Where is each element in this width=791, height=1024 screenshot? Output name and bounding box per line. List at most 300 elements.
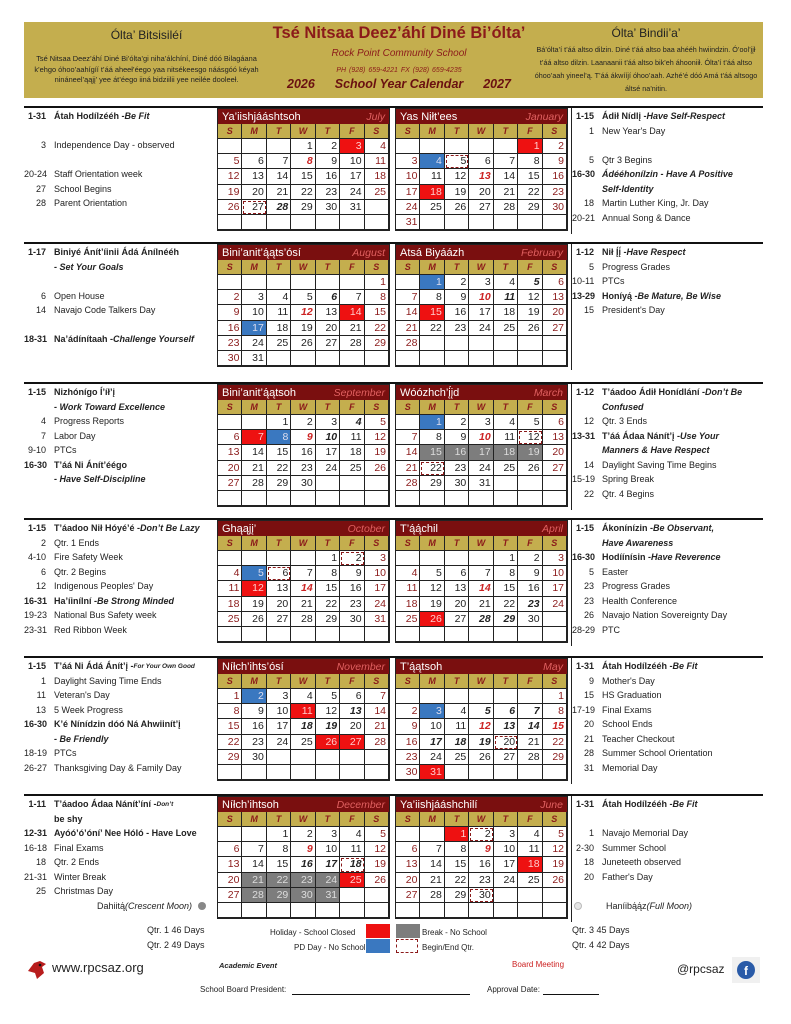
day-cell[interactable]: 18: [518, 857, 542, 872]
day-cell[interactable]: 9: [469, 842, 493, 857]
day-cell[interactable]: 2: [445, 275, 469, 290]
day-cell[interactable]: 1: [518, 139, 542, 154]
day-cell[interactable]: 19: [242, 597, 266, 612]
day-cell[interactable]: 18: [420, 185, 444, 200]
day-cell[interactable]: 13: [469, 169, 493, 184]
day-cell[interactable]: 18: [365, 169, 389, 184]
day-cell[interactable]: 14: [291, 581, 315, 596]
day-cell[interactable]: 28: [396, 476, 420, 491]
day-cell[interactable]: 15: [267, 857, 291, 872]
day-cell[interactable]: 20: [396, 873, 420, 888]
day-cell[interactable]: 25: [218, 612, 242, 627]
website-link[interactable]: www.rpcsaz.org: [52, 960, 144, 975]
day-cell[interactable]: 20: [218, 461, 242, 476]
day-cell[interactable]: 12: [445, 169, 469, 184]
day-cell[interactable]: 16: [518, 581, 542, 596]
day-cell[interactable]: 4: [494, 415, 518, 430]
day-cell[interactable]: 17: [267, 719, 291, 734]
day-cell[interactable]: 22: [543, 735, 567, 750]
day-cell[interactable]: 12: [518, 430, 542, 445]
day-cell[interactable]: 12: [543, 842, 567, 857]
day-cell[interactable]: 21: [396, 461, 420, 476]
day-cell[interactable]: 9: [340, 566, 364, 581]
day-cell[interactable]: 9: [242, 704, 266, 719]
day-cell[interactable]: 15: [420, 305, 444, 320]
approval-date-line[interactable]: [543, 994, 599, 995]
day-cell[interactable]: 31: [316, 888, 340, 903]
day-cell[interactable]: 16: [445, 445, 469, 460]
day-cell[interactable]: 22: [445, 873, 469, 888]
day-cell[interactable]: 24: [242, 336, 266, 351]
day-cell[interactable]: 8: [365, 290, 389, 305]
day-cell[interactable]: 19: [218, 185, 242, 200]
day-cell[interactable]: 4: [365, 139, 389, 154]
day-cell[interactable]: 2: [316, 139, 340, 154]
day-cell[interactable]: 14: [469, 581, 493, 596]
day-cell[interactable]: 11: [365, 154, 389, 169]
day-cell[interactable]: 3: [316, 415, 340, 430]
day-cell[interactable]: 21: [365, 719, 389, 734]
day-cell[interactable]: 4: [494, 275, 518, 290]
day-cell[interactable]: 26: [291, 336, 315, 351]
day-cell[interactable]: 25: [518, 873, 542, 888]
day-cell[interactable]: 29: [420, 476, 444, 491]
day-cell[interactable]: 14: [420, 857, 444, 872]
day-cell[interactable]: 2: [543, 139, 567, 154]
day-cell[interactable]: 7: [494, 154, 518, 169]
day-cell[interactable]: 2: [218, 290, 242, 305]
day-cell[interactable]: 23: [469, 873, 493, 888]
day-cell[interactable]: 18: [396, 597, 420, 612]
day-cell[interactable]: 16: [291, 445, 315, 460]
day-cell[interactable]: 4: [267, 290, 291, 305]
day-cell[interactable]: 5: [316, 689, 340, 704]
day-cell[interactable]: 2: [242, 689, 266, 704]
day-cell[interactable]: 12: [420, 581, 444, 596]
day-cell[interactable]: 12: [291, 305, 315, 320]
day-cell[interactable]: 25: [445, 750, 469, 765]
day-cell[interactable]: 26: [469, 750, 493, 765]
day-cell[interactable]: 4: [396, 566, 420, 581]
day-cell[interactable]: 5: [291, 290, 315, 305]
day-cell[interactable]: 10: [420, 719, 444, 734]
day-cell[interactable]: 4: [445, 704, 469, 719]
day-cell[interactable]: 11: [218, 581, 242, 596]
day-cell[interactable]: 7: [420, 842, 444, 857]
day-cell[interactable]: 5: [420, 566, 444, 581]
day-cell[interactable]: 20: [218, 873, 242, 888]
day-cell[interactable]: 28: [340, 336, 364, 351]
day-cell[interactable]: 13: [218, 857, 242, 872]
day-cell[interactable]: 17: [365, 581, 389, 596]
day-cell[interactable]: 25: [291, 735, 315, 750]
day-cell[interactable]: 24: [340, 185, 364, 200]
day-cell[interactable]: 17: [494, 857, 518, 872]
day-cell[interactable]: 18: [340, 857, 364, 872]
day-cell[interactable]: 27: [218, 476, 242, 491]
day-cell[interactable]: 27: [445, 612, 469, 627]
day-cell[interactable]: 24: [469, 321, 493, 336]
day-cell[interactable]: 21: [291, 597, 315, 612]
day-cell[interactable]: 30: [518, 612, 542, 627]
day-cell[interactable]: 25: [420, 200, 444, 215]
day-cell[interactable]: 15: [291, 169, 315, 184]
day-cell[interactable]: 17: [469, 445, 493, 460]
day-cell[interactable]: 29: [218, 750, 242, 765]
day-cell[interactable]: 31: [396, 215, 420, 230]
day-cell[interactable]: 27: [543, 461, 567, 476]
day-cell[interactable]: 2: [291, 827, 315, 842]
day-cell[interactable]: 8: [494, 566, 518, 581]
day-cell[interactable]: 2: [340, 551, 364, 566]
day-cell[interactable]: 10: [543, 566, 567, 581]
day-cell[interactable]: 30: [291, 888, 315, 903]
day-cell[interactable]: 1: [316, 551, 340, 566]
day-cell[interactable]: 9: [445, 290, 469, 305]
day-cell[interactable]: 7: [518, 704, 542, 719]
day-cell[interactable]: 21: [242, 461, 266, 476]
day-cell[interactable]: 25: [267, 336, 291, 351]
day-cell[interactable]: 13: [340, 704, 364, 719]
day-cell[interactable]: 15: [420, 445, 444, 460]
day-cell[interactable]: 3: [267, 689, 291, 704]
day-cell[interactable]: 2: [469, 827, 493, 842]
day-cell[interactable]: 9: [396, 719, 420, 734]
day-cell[interactable]: 26: [242, 612, 266, 627]
day-cell[interactable]: 9: [218, 305, 242, 320]
day-cell[interactable]: 25: [365, 185, 389, 200]
day-cell[interactable]: 31: [469, 476, 493, 491]
day-cell[interactable]: 5: [518, 275, 542, 290]
day-cell[interactable]: 16: [316, 169, 340, 184]
day-cell[interactable]: 17: [543, 581, 567, 596]
day-cell[interactable]: 1: [218, 689, 242, 704]
day-cell[interactable]: 14: [242, 445, 266, 460]
day-cell[interactable]: 23: [445, 321, 469, 336]
day-cell[interactable]: 8: [291, 154, 315, 169]
day-cell[interactable]: 15: [518, 169, 542, 184]
day-cell[interactable]: 20: [340, 719, 364, 734]
day-cell[interactable]: 27: [469, 200, 493, 215]
day-cell[interactable]: 1: [267, 415, 291, 430]
day-cell[interactable]: 29: [316, 612, 340, 627]
day-cell[interactable]: 13: [242, 169, 266, 184]
day-cell[interactable]: 10: [242, 305, 266, 320]
day-cell[interactable]: 11: [494, 430, 518, 445]
day-cell[interactable]: 21: [267, 185, 291, 200]
day-cell[interactable]: 17: [469, 305, 493, 320]
day-cell[interactable]: 6: [340, 689, 364, 704]
day-cell[interactable]: 22: [420, 461, 444, 476]
day-cell[interactable]: 30: [543, 200, 567, 215]
day-cell[interactable]: 28: [242, 888, 266, 903]
day-cell[interactable]: 14: [494, 169, 518, 184]
day-cell[interactable]: 19: [420, 597, 444, 612]
day-cell[interactable]: 24: [316, 461, 340, 476]
day-cell[interactable]: 13: [396, 857, 420, 872]
day-cell[interactable]: 16: [242, 719, 266, 734]
day-cell[interactable]: 26: [218, 200, 242, 215]
day-cell[interactable]: 3: [396, 154, 420, 169]
day-cell[interactable]: 14: [396, 305, 420, 320]
day-cell[interactable]: 29: [365, 336, 389, 351]
day-cell[interactable]: 24: [316, 873, 340, 888]
day-cell[interactable]: 7: [267, 154, 291, 169]
day-cell[interactable]: 27: [340, 735, 364, 750]
day-cell[interactable]: 1: [291, 139, 315, 154]
day-cell[interactable]: 11: [518, 842, 542, 857]
day-cell[interactable]: 2: [396, 704, 420, 719]
day-cell[interactable]: 19: [518, 305, 542, 320]
day-cell[interactable]: 24: [543, 597, 567, 612]
day-cell[interactable]: 29: [267, 476, 291, 491]
day-cell[interactable]: 7: [396, 290, 420, 305]
day-cell[interactable]: 8: [518, 154, 542, 169]
day-cell[interactable]: 21: [518, 735, 542, 750]
day-cell[interactable]: 30: [316, 200, 340, 215]
day-cell[interactable]: 31: [340, 200, 364, 215]
day-cell[interactable]: 22: [494, 597, 518, 612]
day-cell[interactable]: 4: [340, 415, 364, 430]
day-cell[interactable]: 9: [445, 430, 469, 445]
day-cell[interactable]: 24: [396, 200, 420, 215]
day-cell[interactable]: 23: [396, 750, 420, 765]
day-cell[interactable]: 23: [242, 735, 266, 750]
day-cell[interactable]: 4: [340, 827, 364, 842]
day-cell[interactable]: 3: [469, 275, 493, 290]
day-cell[interactable]: 28: [396, 336, 420, 351]
day-cell[interactable]: 10: [365, 566, 389, 581]
day-cell[interactable]: 28: [242, 476, 266, 491]
day-cell[interactable]: 15: [267, 445, 291, 460]
day-cell[interactable]: 11: [420, 169, 444, 184]
day-cell[interactable]: 10: [316, 842, 340, 857]
day-cell[interactable]: 18: [340, 445, 364, 460]
day-cell[interactable]: 6: [316, 290, 340, 305]
day-cell[interactable]: 4: [420, 154, 444, 169]
day-cell[interactable]: 13: [445, 581, 469, 596]
day-cell[interactable]: 12: [242, 581, 266, 596]
day-cell[interactable]: 11: [340, 430, 364, 445]
day-cell[interactable]: 30: [445, 476, 469, 491]
day-cell[interactable]: 6: [543, 275, 567, 290]
day-cell[interactable]: 23: [291, 461, 315, 476]
day-cell[interactable]: 1: [445, 827, 469, 842]
day-cell[interactable]: 14: [340, 305, 364, 320]
day-cell[interactable]: 18: [291, 719, 315, 734]
day-cell[interactable]: 8: [267, 430, 291, 445]
facebook-button[interactable]: [732, 957, 760, 983]
day-cell[interactable]: 3: [494, 827, 518, 842]
day-cell[interactable]: 24: [420, 750, 444, 765]
day-cell[interactable]: 19: [469, 735, 493, 750]
day-cell[interactable]: 1: [420, 275, 444, 290]
day-cell[interactable]: 23: [316, 185, 340, 200]
day-cell[interactable]: 28: [365, 735, 389, 750]
day-cell[interactable]: 2: [445, 415, 469, 430]
day-cell[interactable]: 6: [445, 566, 469, 581]
day-cell[interactable]: 24: [365, 597, 389, 612]
day-cell[interactable]: 10: [469, 430, 493, 445]
day-cell[interactable]: 6: [494, 704, 518, 719]
day-cell[interactable]: 26: [445, 200, 469, 215]
day-cell[interactable]: 27: [494, 750, 518, 765]
day-cell[interactable]: 9: [291, 430, 315, 445]
day-cell[interactable]: 20: [494, 735, 518, 750]
day-cell[interactable]: 28: [469, 612, 493, 627]
day-cell[interactable]: 22: [518, 185, 542, 200]
day-cell[interactable]: 28: [518, 750, 542, 765]
day-cell[interactable]: 9: [518, 566, 542, 581]
day-cell[interactable]: 7: [365, 689, 389, 704]
day-cell[interactable]: 14: [267, 169, 291, 184]
day-cell[interactable]: 25: [396, 612, 420, 627]
day-cell[interactable]: 28: [494, 200, 518, 215]
day-cell[interactable]: 16: [218, 321, 242, 336]
day-cell[interactable]: 19: [365, 445, 389, 460]
day-cell[interactable]: 7: [242, 430, 266, 445]
day-cell[interactable]: 26: [518, 461, 542, 476]
day-cell[interactable]: 6: [543, 415, 567, 430]
day-cell[interactable]: 20: [242, 185, 266, 200]
day-cell[interactable]: 10: [494, 842, 518, 857]
day-cell[interactable]: 25: [340, 461, 364, 476]
day-cell[interactable]: 20: [316, 321, 340, 336]
day-cell[interactable]: 13: [316, 305, 340, 320]
day-cell[interactable]: 12: [469, 719, 493, 734]
day-cell[interactable]: 6: [218, 430, 242, 445]
day-cell[interactable]: 23: [445, 461, 469, 476]
day-cell[interactable]: 10: [396, 169, 420, 184]
day-cell[interactable]: 5: [518, 415, 542, 430]
day-cell[interactable]: 20: [543, 305, 567, 320]
day-cell[interactable]: 6: [469, 154, 493, 169]
day-cell[interactable]: 16: [445, 305, 469, 320]
day-cell[interactable]: 15: [543, 719, 567, 734]
day-cell[interactable]: 14: [518, 719, 542, 734]
day-cell[interactable]: 4: [291, 689, 315, 704]
day-cell[interactable]: 19: [543, 857, 567, 872]
day-cell[interactable]: 20: [267, 597, 291, 612]
day-cell[interactable]: 12: [218, 169, 242, 184]
day-cell[interactable]: 3: [365, 551, 389, 566]
day-cell[interactable]: 3: [242, 290, 266, 305]
social-handle[interactable]: @rpcsaz: [677, 962, 725, 976]
day-cell[interactable]: 23: [518, 597, 542, 612]
day-cell[interactable]: 3: [340, 139, 364, 154]
day-cell[interactable]: 7: [340, 290, 364, 305]
day-cell[interactable]: 30: [396, 765, 420, 780]
day-cell[interactable]: 28: [420, 888, 444, 903]
day-cell[interactable]: 22: [218, 735, 242, 750]
day-cell[interactable]: 20: [469, 185, 493, 200]
day-cell[interactable]: 3: [420, 704, 444, 719]
day-cell[interactable]: 13: [543, 430, 567, 445]
day-cell[interactable]: 11: [291, 704, 315, 719]
day-cell[interactable]: 6: [242, 154, 266, 169]
day-cell[interactable]: 27: [242, 200, 266, 215]
day-cell[interactable]: 5: [469, 704, 493, 719]
day-cell[interactable]: 22: [267, 461, 291, 476]
day-cell[interactable]: 13: [543, 290, 567, 305]
day-cell[interactable]: 18: [494, 445, 518, 460]
day-cell[interactable]: 27: [396, 888, 420, 903]
day-cell[interactable]: 25: [340, 873, 364, 888]
day-cell[interactable]: 20: [543, 445, 567, 460]
day-cell[interactable]: 11: [267, 305, 291, 320]
day-cell[interactable]: 15: [494, 581, 518, 596]
day-cell[interactable]: 14: [242, 857, 266, 872]
day-cell[interactable]: 7: [291, 566, 315, 581]
day-cell[interactable]: 30: [218, 351, 242, 366]
day-cell[interactable]: 13: [218, 445, 242, 460]
day-cell[interactable]: 4: [518, 827, 542, 842]
day-cell[interactable]: 10: [316, 430, 340, 445]
day-cell[interactable]: 14: [365, 704, 389, 719]
day-cell[interactable]: 15: [218, 719, 242, 734]
day-cell[interactable]: 21: [396, 321, 420, 336]
day-cell[interactable]: 11: [494, 290, 518, 305]
day-cell[interactable]: 21: [469, 597, 493, 612]
day-cell[interactable]: 26: [365, 461, 389, 476]
day-cell[interactable]: 23: [340, 597, 364, 612]
day-cell[interactable]: 7: [242, 842, 266, 857]
day-cell[interactable]: 1: [365, 275, 389, 290]
day-cell[interactable]: 30: [469, 888, 493, 903]
day-cell[interactable]: 10: [267, 704, 291, 719]
day-cell[interactable]: 27: [218, 888, 242, 903]
day-cell[interactable]: 26: [420, 612, 444, 627]
day-cell[interactable]: 31: [365, 612, 389, 627]
day-cell[interactable]: 1: [420, 415, 444, 430]
day-cell[interactable]: 10: [340, 154, 364, 169]
day-cell[interactable]: 12: [518, 290, 542, 305]
day-cell[interactable]: 21: [340, 321, 364, 336]
day-cell[interactable]: 1: [267, 827, 291, 842]
day-cell[interactable]: 6: [218, 842, 242, 857]
day-cell[interactable]: 29: [291, 200, 315, 215]
day-cell[interactable]: 27: [316, 336, 340, 351]
board-president-signature-line[interactable]: [292, 994, 470, 995]
day-cell[interactable]: 5: [365, 415, 389, 430]
day-cell[interactable]: 26: [543, 873, 567, 888]
day-cell[interactable]: 8: [445, 842, 469, 857]
day-cell[interactable]: 21: [494, 185, 518, 200]
day-cell[interactable]: 15: [316, 581, 340, 596]
day-cell[interactable]: 19: [316, 719, 340, 734]
day-cell[interactable]: 16: [543, 169, 567, 184]
day-cell[interactable]: 6: [267, 566, 291, 581]
day-cell[interactable]: 3: [469, 415, 493, 430]
day-cell[interactable]: 13: [494, 719, 518, 734]
day-cell[interactable]: 28: [291, 612, 315, 627]
day-cell[interactable]: 2: [518, 551, 542, 566]
day-cell[interactable]: 29: [267, 888, 291, 903]
day-cell[interactable]: 16: [291, 857, 315, 872]
day-cell[interactable]: 3: [316, 827, 340, 842]
day-cell[interactable]: 26: [316, 735, 340, 750]
day-cell[interactable]: 6: [396, 842, 420, 857]
day-cell[interactable]: 21: [420, 873, 444, 888]
day-cell[interactable]: 17: [316, 445, 340, 460]
day-cell[interactable]: 8: [267, 842, 291, 857]
day-cell[interactable]: 5: [218, 154, 242, 169]
day-cell[interactable]: 25: [494, 461, 518, 476]
day-cell[interactable]: 29: [543, 750, 567, 765]
day-cell[interactable]: 10: [469, 290, 493, 305]
day-cell[interactable]: 16: [340, 581, 364, 596]
day-cell[interactable]: 16: [469, 857, 493, 872]
